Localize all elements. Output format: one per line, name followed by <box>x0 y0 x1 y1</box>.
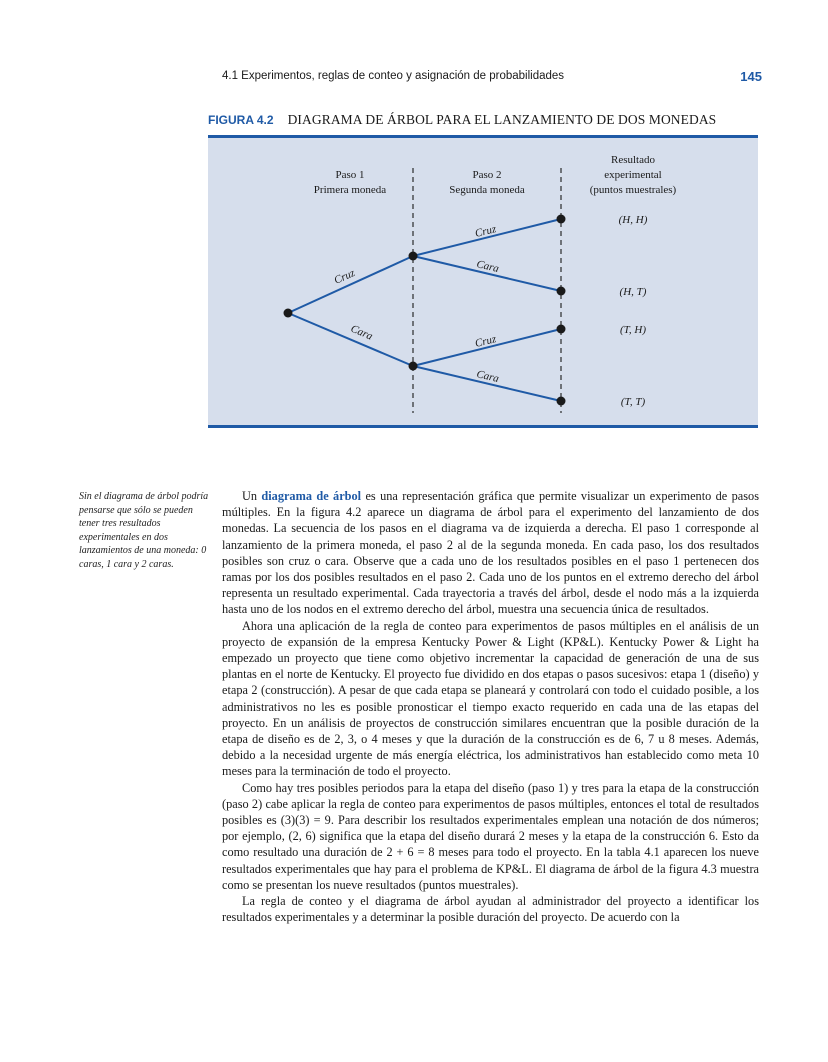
outcome-node <box>557 397 566 406</box>
step1-subtitle: Primera moneda <box>313 184 387 196</box>
step2-title: Paso 2 <box>472 169 502 181</box>
step1-node-lower <box>409 362 418 371</box>
outcome-node <box>557 287 566 296</box>
figure-label: FIGURA 4.2 <box>208 113 274 127</box>
paragraph-intro: Un <box>242 489 262 503</box>
paragraph: Ahora una aplicación de la regla de conteo para experimentos de pasos múltiples en el análisis de un proyecto de expansión de la empresa Kentucky Power & Light (KP&L). Kentucky Power & Light ha empezado un proyecto que tiene como objetivo incrementar la capacidad de generación de una de sus plantas en el norte de Kentucky. El proyecto fue dividido en dos etapas o pasos sucesivos: etapa 1 (diseño) y etapa 2 (construcción). A pesar de que cada etapa se planeará y controlará con todo el cuidado posible, a los administrativos no les es posible pronosticar el tiempo exacto requerido en cada una de las etapas del proyecto. En un análisis de proyectos de construcción similares encuentran que la posible duración de la etapa de diseño es de 2, 3, o 4 meses y que la duración de la construcción es de 6, 7 u 8 meses. Además, debido a la necesidad urgente de más energía eléctrica, los administrativos han establecido como meta 10 meses para la terminación de todo el proyecto. <box>222 618 759 779</box>
outcome-node <box>557 325 566 334</box>
section-title: 4.1 Experimentos, reglas de conteo y asignación de probabilidades <box>222 70 565 82</box>
step1-title: Paso 1 <box>335 169 365 181</box>
step2-subtitle: Segunda moneda <box>449 184 525 196</box>
branch-first-upper <box>288 256 413 313</box>
branch-label-upper-upper: Cruz <box>473 223 498 240</box>
result-note: (puntos muestrales) <box>589 184 677 196</box>
figure-title: DIAGRAMA DE ÁRBOL PARA EL LANZAMIENTO DE DOS MONEDAS <box>287 112 717 127</box>
paragraph-text: es una representación gráfica que permite visualizar un experimento de pasos múltiples. En la figura 4.2 aparece un diagrama de árbol para el experimento del lanzamiento de dos monedas. La secuencia de los pasos en el diagrama va de izquierda a derecha. El paso 1 corresponde al lanzamiento de la primera moneda, el paso 2 al de la segunda moneda. En cada paso, los dos resultados posibles son cruz o cara. Observe que a cada uno de los resultados posibles en el paso 1 pertenecen dos ramas por los dos posibles resultados en el paso 2. Cada uno de los puntos en el extremo derecho del árbol representa un resultado experimental. Cada trayectoria a través del árbol, desde el nodo más a la izquierda hasta uno de los nodos en el extremo derecho del árbol, muestra una secuencia única de resultados. <box>222 489 759 617</box>
branch-label-upper-lower: Cara <box>475 258 501 276</box>
outcome-label: (T, H) <box>619 324 647 336</box>
step1-node-upper <box>409 252 418 261</box>
paragraph <box>222 488 759 618</box>
paragraph: Como hay tres posibles periodos para la etapa del diseño (paso 1) y tres para la etapa de la construcción (paso 2) cabe aplicar la regla de conteo para experimentos de pasos múltiples, entonces el total de resultados posibles es (3)(3) = 9. Para describir los resultados experimentales emplean una notación de dos números; por ejemplo, (2, 6) significa que la etapa del diseño durará 2 meses y la etapa de la construcción 6. Esto da como resultado una duración de 2 + 6 = 8 meses para todo el proyecto. En la tabla 4.1 aparecen los nueve resultados experimentales que hay para el problema de KP&L. El diagrama de árbol de la figura 4.3 muestra como se presentan los nueve resultados (puntos muestrales). <box>222 780 759 892</box>
outcome-label: (H, T) <box>619 286 647 298</box>
result-title: Resultado <box>611 154 655 166</box>
tree-diagram <box>208 138 758 425</box>
result-subtitle: experimental <box>604 169 662 181</box>
branch-label-lower-lower: Cara <box>475 368 501 386</box>
root-node <box>284 309 293 318</box>
branch-label-first-lower: Cara <box>348 322 375 343</box>
margin-note: Sin el diagrama de árbol podría pensarse que sólo se pueden tener tres resultados experimentales en dos lanzamientos de una moneda: 0 caras, 1 cara y 2 caras. <box>79 491 209 570</box>
branch-label-lower-upper: Cruz <box>473 333 498 350</box>
tree-diagram-figure <box>208 135 758 428</box>
body-text <box>222 488 759 925</box>
figure-caption <box>208 111 768 129</box>
paragraph: La regla de conteo y el diagrama de árbol ayudan al administrador del proyecto a identificar los resultados experimentales y a determinar la posible duración del proyecto. De acuerdo con la <box>222 894 759 925</box>
outcome-node <box>557 215 566 224</box>
key-term: diagrama de árbol <box>261 489 362 503</box>
branch-label-first-upper: Cruz <box>332 267 357 287</box>
page-number: 145 <box>740 69 762 84</box>
branch-first-lower <box>288 313 413 366</box>
outcome-label: (H, H) <box>618 214 648 226</box>
outcome-label: (T, T) <box>620 396 646 408</box>
